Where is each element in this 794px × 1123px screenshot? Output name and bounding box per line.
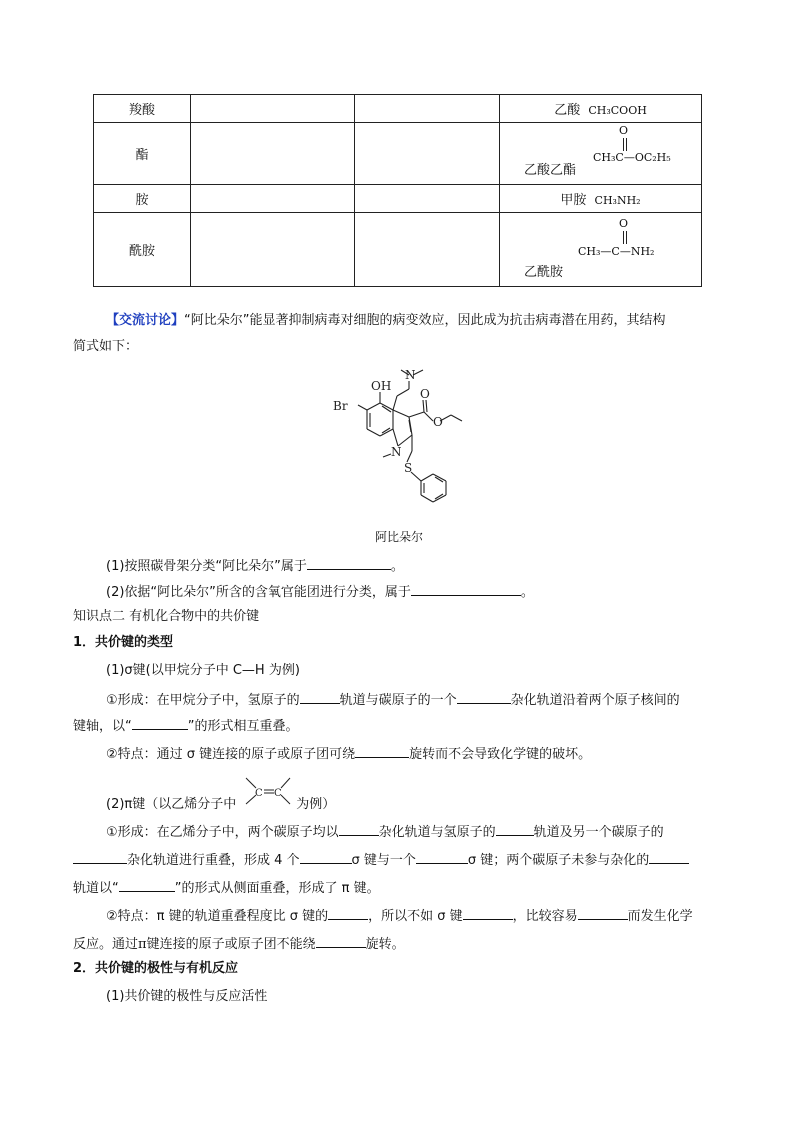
- double-bond-line: [626, 138, 628, 151]
- sigma-title: (1)σ键(以甲烷分子中 C—H 为例): [106, 663, 300, 678]
- group-name: 酰胺: [94, 213, 191, 287]
- pi-line: [106, 906, 693, 926]
- answer-blank[interactable]: [496, 822, 534, 836]
- answer-blank[interactable]: [300, 690, 340, 704]
- blank-cell: [355, 213, 500, 287]
- text: 旋转。: [365, 937, 405, 952]
- group-name: 酯: [94, 123, 191, 185]
- blank-cell: [191, 123, 355, 185]
- example-label: 甲胺: [560, 193, 587, 208]
- ring-n-label: N: [391, 445, 402, 459]
- carbon-left: C: [255, 788, 263, 799]
- text: 杂化轨道进行重叠，形成 4 个: [127, 853, 300, 868]
- group-name: 胺: [94, 185, 191, 213]
- text: ”的形式相互重叠。: [187, 719, 299, 734]
- amine-n-label: N: [405, 368, 416, 382]
- answer-blank[interactable]: [411, 582, 521, 596]
- answer-blank[interactable]: [649, 850, 689, 864]
- text: 旋转而不会导致化学键的破坏。: [409, 747, 592, 762]
- example-label: 乙酸: [554, 103, 581, 118]
- carbonyl-oxygen: O: [619, 124, 629, 137]
- answer-blank[interactable]: [300, 850, 352, 864]
- ester-o-label: O: [433, 415, 443, 429]
- answer-blank[interactable]: [578, 906, 628, 920]
- subsection-heading: 1．共价键的类型: [73, 635, 174, 650]
- example-label: 乙酰胺: [524, 265, 564, 280]
- text: 轨道与碳原子的一个: [339, 693, 457, 708]
- question-text: (1)按照碳骨架分类“阿比朵尔”属于: [106, 559, 307, 574]
- blank-cell: [191, 185, 355, 213]
- example-formula: CH₃NH₂: [594, 194, 641, 207]
- question-1: [106, 556, 404, 576]
- carbonyl-oxygen: O: [619, 217, 629, 230]
- pi-line: [73, 934, 405, 954]
- double-bond-line: [623, 231, 625, 244]
- carbon-right: C: [274, 788, 282, 799]
- answer-blank[interactable]: [119, 878, 175, 892]
- answer-blank[interactable]: [416, 850, 468, 864]
- text: 键轴，以“: [73, 719, 132, 734]
- text: 反应。通过: [73, 937, 139, 952]
- blank-cell: [355, 185, 500, 213]
- text: ”的形式从侧面重叠，形成了 π 键。: [174, 881, 380, 896]
- pi-title: [106, 796, 335, 814]
- answer-blank[interactable]: [307, 556, 391, 570]
- discussion-tag: 【交流讨论】: [106, 313, 185, 328]
- answer-blank[interactable]: [339, 822, 379, 836]
- answer-blank[interactable]: [132, 716, 188, 730]
- question-text: (2)依据“阿比朵尔”所含的含氧官能团进行分类，属于: [106, 585, 411, 600]
- pi-line: [106, 822, 664, 842]
- text: ，所以不如 σ 键: [368, 909, 463, 924]
- question-end: 。: [520, 585, 534, 600]
- text: 杂化轨道沿着两个原子核间的: [510, 693, 680, 708]
- answer-blank[interactable]: [316, 934, 366, 948]
- double-bond-line: [626, 231, 628, 244]
- molecule-caption: 阿比朵尔: [375, 530, 424, 544]
- answer-blank[interactable]: [328, 906, 368, 920]
- pi-line: [73, 850, 689, 870]
- text: ①形成：在甲烷分子中，氢原子的: [106, 693, 300, 708]
- carbonyl-o-label: O: [420, 387, 430, 401]
- table-row: [94, 123, 702, 185]
- discussion-line: 简式如下：: [73, 339, 139, 354]
- arbidol-structure: [325, 368, 475, 528]
- group-name: 羧酸: [94, 95, 191, 123]
- example-formula: CH₃COOH: [588, 104, 647, 117]
- example-formula: CH₃C—OC₂H₅: [593, 151, 671, 164]
- oh-label: OH: [371, 379, 392, 393]
- table-row: [94, 95, 702, 123]
- text: 而发生化学: [627, 909, 693, 924]
- blank-cell: [355, 95, 500, 123]
- sigma-line: [106, 690, 680, 710]
- example-cell: [500, 123, 702, 185]
- s-label: S: [404, 461, 413, 475]
- section-title: 知识点二 有机化合物中的共价键: [73, 609, 260, 624]
- text: 为例）: [296, 797, 336, 812]
- sigma-line: [106, 744, 591, 764]
- answer-blank[interactable]: [463, 906, 513, 920]
- example-cell: [500, 185, 702, 213]
- example-cell: [500, 213, 702, 287]
- table-row: [94, 213, 702, 287]
- text: ②特点：通过 σ 键连接的原子或原子团可绕: [106, 747, 356, 762]
- answer-blank[interactable]: [73, 850, 127, 864]
- text: ①形成：在乙烯分子中，两个碳原子均以: [106, 825, 339, 840]
- functional-group-table: [93, 94, 702, 287]
- blank-cell: [355, 123, 500, 185]
- answer-blank[interactable]: [457, 690, 511, 704]
- blank-cell: [191, 95, 355, 123]
- text: 键连接的原子或原子团不能绕: [146, 937, 316, 952]
- text: ②特点：π 键的轨道重叠程度比 σ 键的: [106, 909, 329, 924]
- text: ，比较容易: [512, 909, 578, 924]
- discussion-text: “阿比朵尔”能显著抑制病毒对细胞的病变效应，因此成为抗击病毒潜在用药，其结构: [184, 313, 666, 328]
- ethylene-sketch: [240, 774, 300, 808]
- question-end: 。: [390, 559, 404, 574]
- double-bond-line: [623, 138, 625, 151]
- example-formula: CH₃—C—NH₂: [578, 245, 655, 258]
- pi-line: [73, 878, 380, 898]
- question-2: [106, 582, 534, 602]
- blank-cell: [191, 213, 355, 287]
- text: 杂化轨道与氢原子的: [378, 825, 496, 840]
- table-row: [94, 185, 702, 213]
- pi-symbol: π: [138, 937, 147, 952]
- text: (2)π键（以乙烯分子中: [106, 797, 237, 812]
- example-label: 乙酸乙酯: [524, 163, 577, 178]
- answer-blank[interactable]: [355, 744, 409, 758]
- text: σ 键与一个: [351, 853, 416, 868]
- example-cell: [500, 95, 702, 123]
- br-label: Br: [333, 399, 348, 413]
- text: 轨道以“: [73, 881, 119, 896]
- text: 轨道及另一个碳原子的: [533, 825, 664, 840]
- polarity-title: (1)共价键的极性与反应活性: [106, 989, 268, 1004]
- subsection-heading: 2．共价键的极性与有机反应: [73, 961, 239, 976]
- sigma-line: [73, 716, 299, 736]
- discussion-line: [106, 312, 666, 330]
- text: σ 键；两个碳原子未参与杂化的: [467, 853, 650, 868]
